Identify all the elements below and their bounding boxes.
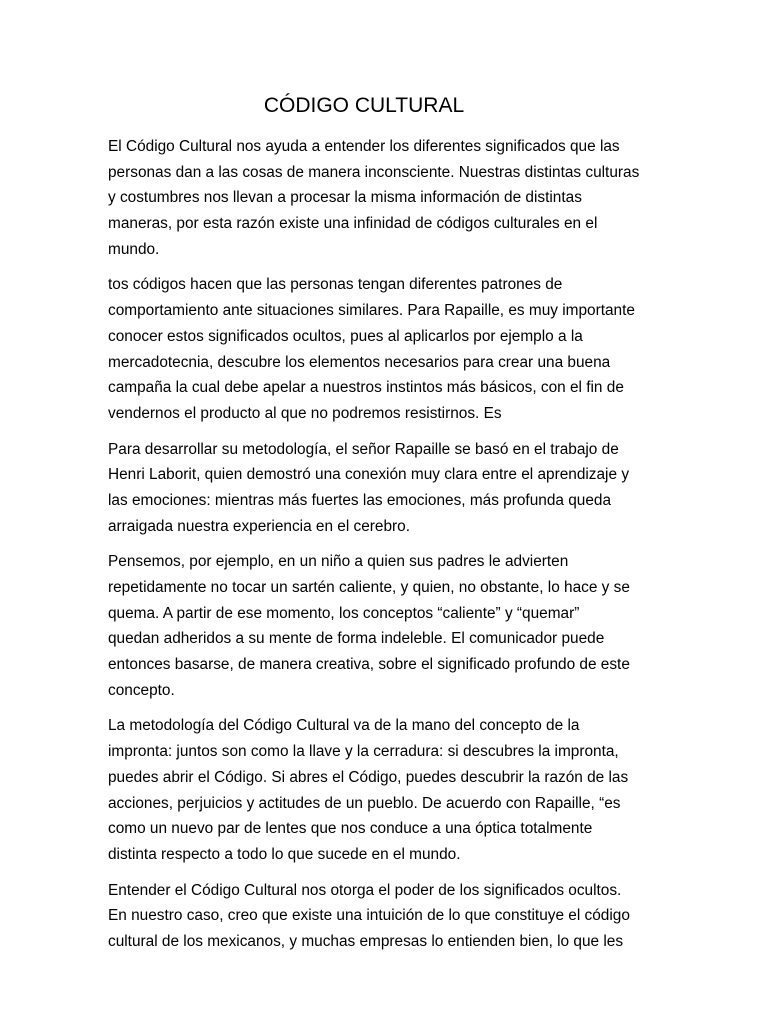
text-line: y costumbres nos llevan a procesar la misma información de distintas [108,189,582,207]
document-body [108,134,660,965]
text-line: entonces basarse, de manera creativa, sobre el significado profundo de este [108,656,630,674]
text-line: maneras, por esta razón existe una infinidad de códigos culturales en el [108,215,598,233]
text-line: conocer estos significados ocultos, pues al aplicarlos por ejemplo a la [108,327,583,345]
text-line: En nuestro caso, creo que existe una intuición de lo que constituye el código [108,907,630,925]
paragraph-2 [108,272,660,426]
text-line: mercadotecnia, descubre los elementos necesarios para crear una buena [108,353,611,371]
paragraph-1 [108,134,660,262]
text-line: repetidamente no tocar un sartén caliente, y quien, no obstante, lo hace y se [108,579,630,596]
paragraph-4 [108,549,660,703]
text-line: Henri Laborit, quien demostró una conexión muy clara entre el aprendizaje y [108,466,630,484]
text-line: arraigada nuestra experiencia en el cerebro. [108,517,411,535]
text-line: quema. A partir de ese momento, los conceptos “caliente” y “quemar” [108,604,580,622]
paragraph-5 [108,713,660,867]
text-line: Pensemos, por ejemplo, en un niño a quien sus padres le advierten [108,553,569,571]
text-line: cultural de los mexicanos, y muchas empresas lo entienden bien, lo que les [108,932,624,950]
text-line: Para desarrollar su metodología, el señor Rapaille se basó en el trabajo de [108,440,619,458]
document-title: CÓDIGO CULTURAL [263,94,465,117]
text-line: impronta: juntos son como la llave y la cerradura: si descubres la impronta, [108,743,619,761]
text-line: acciones, perjuicios y actitudes de un pueblo. De acuerdo con Rapaille, “es [108,794,621,812]
text-line: Entender el Código Cultural nos otorga el poder de los significados ocultos. [108,881,622,899]
text-line: La metodología del Código Cultural va de la mano del concepto de la [108,717,580,735]
text-line: puedes abrir el Código. Si abres el Código, puedes descubrir la razón de las [108,768,629,786]
text-line: El Código Cultural nos ayuda a entender los diferentes significados que las [108,138,620,155]
paragraph-3 [108,437,660,540]
paragraph-6 [108,878,660,955]
text-line: vendernos el producto al que no podremos resistirnos. Es [108,404,502,422]
text-line: las emociones: mientras más fuertes las emociones, más profunda queda [108,491,612,509]
text-line: como un nuevo par de lentes que nos conduce a una óptica totalmente [108,820,593,838]
text-line: concepto. [108,681,175,699]
text-line: comportamiento ante situaciones similares. Para Rapaille, es muy importante [108,302,635,320]
text-line: quedan adheridos a su mente de forma indeleble. El comunicador puede [108,630,605,648]
text-line: tos códigos hacen que las personas tengan diferentes patrones de [108,276,563,294]
text-line: campaña la cual debe apelar a nuestros instintos más básicos, con el fin de [108,379,624,397]
text-line: personas dan a las cosas de manera inconsciente. Nuestras distintas culturas [108,163,640,181]
text-line: distinta respecto a todo lo que sucede en el mundo. [108,845,461,863]
text-line: mundo. [108,240,160,258]
